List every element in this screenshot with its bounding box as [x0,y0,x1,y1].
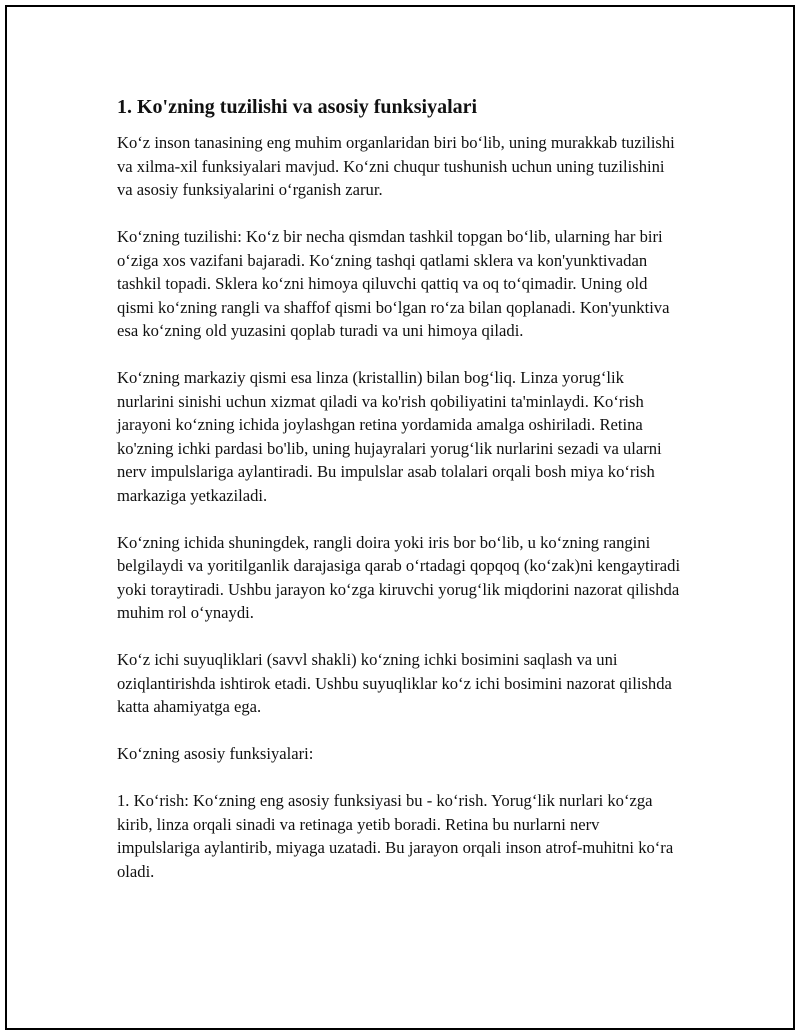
paragraph-intro: Ko‘z inson tanasining eng muhim organlaridan biri bo‘lib, uning murakkab tuzilishi va xilma-xil funksiyalari mavjud. Ko‘zni chuqur tushunish uchun uning tuzilishini va asosiy funksiyalarini o‘rganish zarur. [117,133,675,199]
paragraph-fluids: Ko‘z ichi suyuqliklari (savvl shakli) ko‘zning ichki bosimini saqlash va uni oziqlantirishda ishtirok etadi. Ushbu suyuqliklar ko‘z ichi bosimini nazorat qilishda katta ahamiyatga ega. [117,650,672,716]
paragraph-lens-retina: Ko‘zning markaziy qismi esa linza (kristallin) bilan bog‘liq. Linza yorug‘lik nurlarini sinishi uchun xizmat qiladi va ko'rish qobiliyatini ta'minlaydi. Ko‘rish jarayoni ko‘zning ichida joylashgan retina yordamida amalga oshiriladi. Retina ko'zning ichki pardasi bo'lib, uning hujayralari yorug‘lik nurlarini sezadi va ularni nerv impulslariga aylantiradi. Bu impulslar asab tolalari orqali bosh miya ko‘rish markaziga yetkaziladi. [117,368,662,505]
paragraph-iris: Ko‘zning ichida shuningdek, rangli doira yoki iris bor bo‘lib, u ko‘zning rangini belgilaydi va yoritilganlik darajasiga qarab o‘rtadagi qopqoq (ko‘zak)ni kengaytiradi yoki toraytiradi. Ushbu jarayon ko‘zga kiruvchi yorug‘lik miqdorini nazorat qilishda muhim rol o‘ynaydi. [117,532,681,622]
document-title: 1. Ko'zning tuzilishi va asosiy funksiyalari [117,96,478,118]
paragraph-functions-heading: Ko‘zning asosiy funksiyalari: [117,744,314,763]
paragraph-vision-function: 1. Ko‘rish: Ko‘zning eng asosiy funksiyasi bu - ko‘rish. Yorug‘lik nurlari ko‘zga kirib, linza orqali sinadi va retinaga yetib boradi. Retina bu nurlarni nerv impulslariga aylantirib, miyaga uzatadi. Bu jarayon orqali inson atrof-muhitni ko‘ra oladi. [117,791,674,881]
document-body [117,94,683,907]
paragraph-structure: Ko‘zning tuzilishi: Ko‘z bir necha qismdan tashkil topgan bo‘lib, ularning har biri o‘ziga xos vazifani bajaradi. Ko‘zning tashqi qatlami sklera va kon'yunktivadan tashkil topadi. Sklera ko‘zni himoya qiluvchi qattiq va oq to‘qimadir. Uning old qismi ko‘zning rangli va shaffof qismi bo‘lgan ro‘za bilan qoplanadi. Kon'yunktiva esa ko‘zning old yuzasini qoplab turadi va uni himoya qiladi. [117,227,670,340]
